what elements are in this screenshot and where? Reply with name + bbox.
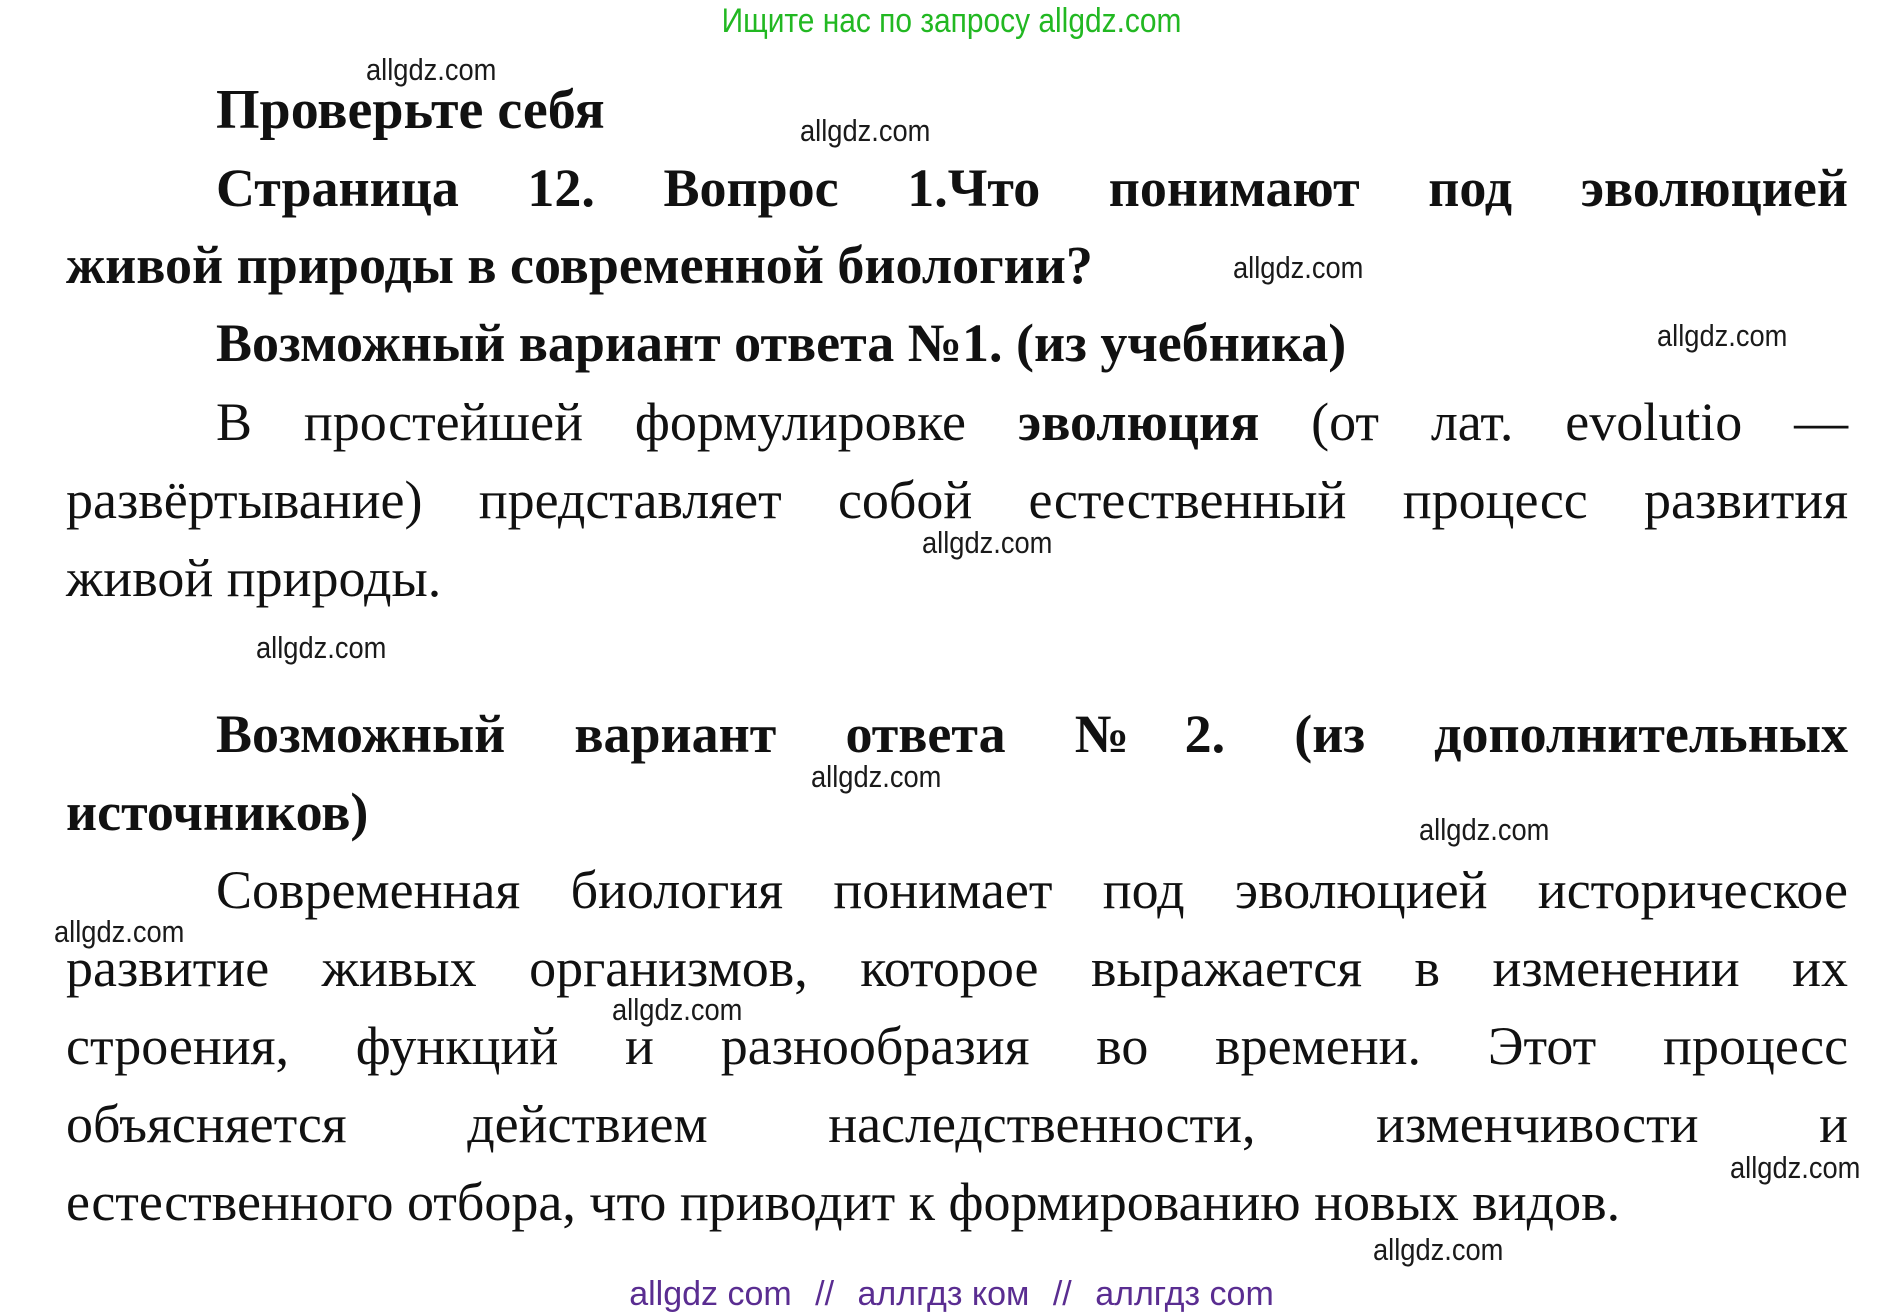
- word: простейшей: [303, 392, 583, 452]
- bottom-link-separator: //: [815, 1275, 835, 1313]
- bottom-links: [0, 1275, 1903, 1314]
- word: процесс: [1663, 1016, 1849, 1076]
- question-line-1: [216, 158, 1848, 218]
- watermark: allgdz.com: [1730, 1150, 1861, 1185]
- top-search-banner: Ищите нас по запросу allgdz.com: [721, 2, 1182, 40]
- watermark: allgdz.com: [54, 914, 185, 949]
- watermark: allgdz.com: [612, 992, 743, 1027]
- word: во: [1096, 1016, 1149, 1076]
- word: Современная: [216, 860, 521, 920]
- answer-2-title-line-1: [216, 704, 1848, 764]
- word: —: [1794, 392, 1849, 452]
- word: биология: [570, 860, 784, 920]
- word: (от: [1311, 392, 1379, 452]
- word: №2.: [1074, 704, 1226, 764]
- section-heading: Проверьте себя: [216, 79, 605, 141]
- term-evolution: эволюция: [1017, 392, 1260, 452]
- word: и: [625, 1016, 654, 1076]
- word: развитие: [66, 938, 270, 998]
- word: дополнительных: [1434, 704, 1848, 764]
- word: развёртывание): [66, 470, 423, 530]
- word: объясняется: [66, 1094, 347, 1154]
- word: (из: [1294, 704, 1366, 764]
- word: собой: [837, 470, 973, 530]
- watermark: allgdz.com: [256, 630, 387, 665]
- word: изменчивости: [1376, 1094, 1699, 1154]
- bottom-link-3[interactable]: аллгдз com: [1095, 1275, 1274, 1313]
- word: ответа: [845, 704, 1006, 764]
- word: которое: [860, 938, 1039, 998]
- word: В: [216, 392, 253, 452]
- word: наследственности,: [828, 1094, 1256, 1154]
- word: лат.: [1430, 392, 1514, 452]
- word: функций: [355, 1016, 559, 1076]
- word: изменении: [1492, 938, 1740, 998]
- word: представляет: [478, 470, 782, 530]
- watermark: allgdz.com: [366, 52, 497, 87]
- answer-2-line-2: [66, 938, 1848, 998]
- watermark: allgdz.com: [1657, 318, 1788, 353]
- question-word: под: [1428, 158, 1513, 218]
- answer-2-line-4: [66, 1094, 1848, 1154]
- answer-2-line-5: естественного отбора, что приводит к формированию новых видов.: [66, 1172, 1621, 1232]
- word: под: [1102, 860, 1185, 920]
- word: Возможный: [216, 704, 506, 764]
- word: разнообразия: [720, 1016, 1030, 1076]
- answer-2-line-1: [216, 860, 1848, 920]
- answer-1-line-3: живой природы.: [66, 548, 442, 608]
- word: в: [1414, 938, 1441, 998]
- word: выражается: [1091, 938, 1363, 998]
- word: естественный: [1028, 470, 1347, 530]
- word: понимает: [833, 860, 1053, 920]
- bottom-link-separator: //: [1052, 1275, 1072, 1313]
- question-word: эволюцией: [1580, 158, 1848, 218]
- watermark: allgdz.com: [1233, 250, 1364, 285]
- word: развития: [1644, 470, 1849, 530]
- word: эволюцией: [1234, 860, 1488, 920]
- word: времени.: [1215, 1016, 1422, 1076]
- word: формулировке: [634, 392, 967, 452]
- answer-2-line-3: [66, 1016, 1848, 1076]
- word: строения,: [66, 1016, 289, 1076]
- bottom-link-1[interactable]: allgdz com: [629, 1275, 792, 1313]
- word: Этот: [1487, 1016, 1597, 1076]
- answer-1-line-2: [66, 470, 1848, 530]
- word: их: [1792, 938, 1849, 998]
- answer-1-title: Возможный вариант ответа №1. (из учебника): [216, 313, 1347, 373]
- question-line-2: живой природы в современной биологии?: [66, 235, 1093, 295]
- word: живых: [321, 938, 477, 998]
- watermark: allgdz.com: [800, 113, 931, 148]
- word: процесс: [1402, 470, 1588, 530]
- question-word: Что: [947, 158, 1041, 218]
- word: и: [1819, 1094, 1849, 1154]
- watermark: allgdz.com: [922, 525, 1053, 560]
- word: организмов,: [529, 938, 808, 998]
- word: действием: [467, 1094, 708, 1154]
- bottom-link-2[interactable]: аллгдз ком: [857, 1275, 1030, 1313]
- watermark: allgdz.com: [1419, 812, 1550, 847]
- word: историческое: [1537, 860, 1849, 920]
- word: вариант: [574, 704, 777, 764]
- watermark: allgdz.com: [811, 759, 942, 794]
- answer-1-line-1: [216, 392, 1848, 452]
- question-label: Страница 12. Вопрос 1.: [216, 158, 948, 218]
- answer-2-title-line-2: источников): [66, 782, 369, 842]
- question-word: понимают: [1108, 158, 1360, 218]
- word: evolutio: [1565, 392, 1743, 452]
- watermark: allgdz.com: [1373, 1232, 1504, 1267]
